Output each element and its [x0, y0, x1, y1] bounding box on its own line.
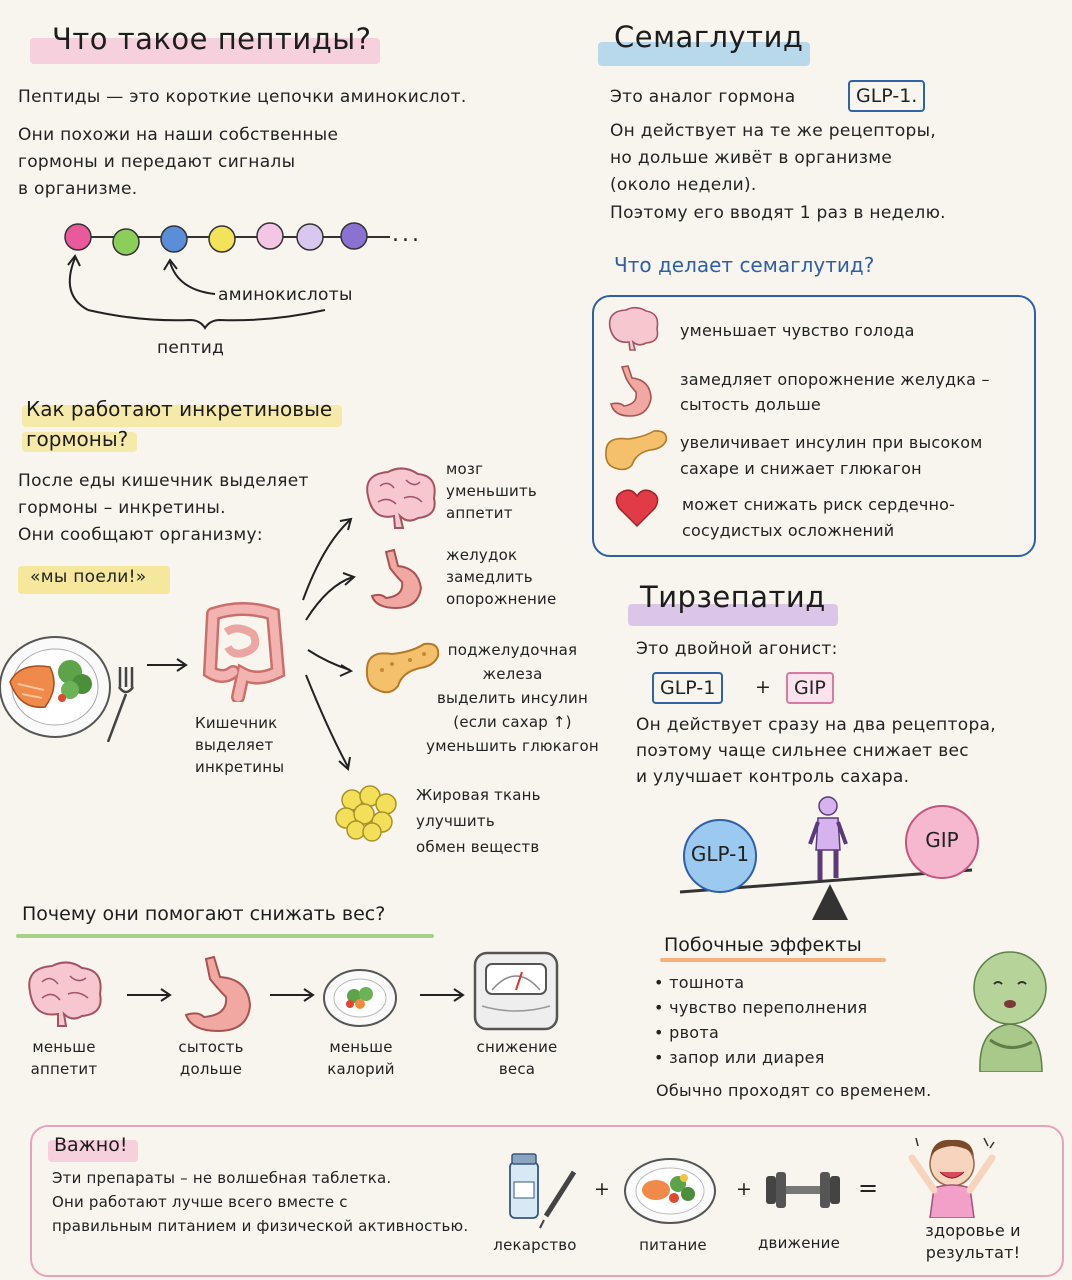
side-effects-note: Обычно проходят со временем. — [656, 1081, 932, 1100]
side-effect-item: • запор или диарея — [654, 1045, 867, 1070]
amino-acid-green — [113, 229, 139, 255]
glp1-tag: GLP-1. — [848, 80, 925, 112]
dumbbell-icon — [762, 1166, 844, 1214]
effect-heart: может снижать риск сердечно- сосудистых осложнений — [682, 495, 956, 540]
title-underline — [16, 934, 434, 938]
side-effect-item: • тошнота — [654, 970, 867, 995]
step-satiety-label: сытость дольше — [178, 1038, 244, 1078]
result-label: здоровье и результат! — [925, 1221, 1021, 1262]
incretins-title: Как работают инкретиновые гормоны? — [26, 397, 333, 451]
amino-acid-light-pink — [257, 223, 283, 249]
side-effect-item: • чувство переполнения — [654, 995, 867, 1020]
food-plate-icon — [622, 1156, 718, 1226]
arrow-icon — [268, 985, 316, 1005]
nauseous-person-icon — [960, 944, 1060, 1072]
important-title: Важно! — [54, 1134, 128, 1156]
brain-icon — [604, 306, 660, 352]
amino-acids-label: аминокислоты — [218, 285, 353, 305]
brain-icon — [358, 466, 440, 530]
arrow-icon — [418, 985, 466, 1005]
medicine-icon — [500, 1150, 582, 1232]
effect-stomach: замедляет опорожнение желудка – сытость дольше — [680, 370, 990, 414]
tirzepatide-description: Он действует сразу на два рецептора, поэтому чаще сильнее снижает вес и улучшает контроль сахара. — [636, 715, 996, 787]
semaglutide-analog-text: Это аналог гормона — [610, 87, 796, 107]
glp1-tag: GLP-1 — [652, 672, 723, 704]
medicine-label: лекарство — [493, 1236, 577, 1254]
arrow-icon — [125, 985, 173, 1005]
equals-sign: = — [858, 1174, 879, 1202]
peptide-label: пептид — [157, 338, 225, 358]
effect-insulin: увеличивает инсулин при высоком сахаре и снижает глюкагон — [680, 433, 983, 478]
step-appetite-label: меньше аппетит — [30, 1038, 98, 1078]
fan-arrows — [298, 515, 358, 775]
weight-loss-title: Почему они помогают снижать вес? — [22, 903, 386, 925]
happy-child-icon — [902, 1130, 1002, 1218]
tirzepatide-title: Тирзепатид — [640, 580, 826, 614]
semaglutide-title: Семаглутид — [614, 20, 804, 54]
plate-icon — [322, 968, 398, 1028]
target-pancreas-label: поджелудочная железа выделить инсулин (если сахар ↑) уменьшить глюкагон — [426, 641, 599, 755]
semaglutide-effects-title: Что делает семаглутид? — [614, 253, 875, 277]
peptides-description: Они похожи на наши собственные гормоны и передают сигналы в организме. — [18, 125, 339, 199]
side-effects-list — [654, 970, 867, 1070]
semaglutide-dosing: Поэтому его вводят 1 раз в неделю. — [610, 203, 946, 223]
amino-acid-pink — [65, 224, 91, 250]
person-icon — [810, 797, 846, 880]
exercise-label: движение — [757, 1234, 841, 1252]
target-stomach-label: желудок замедлить опорожнение — [446, 546, 557, 608]
plus-sign: + — [755, 676, 771, 698]
ball-gip-label: GIP — [925, 828, 959, 852]
side-effects-title: Побочные эффекты — [664, 934, 862, 956]
peptides-definition: Пептиды — это короткие цепочки аминокислот. — [18, 87, 467, 107]
stomach-icon — [180, 955, 255, 1035]
intestine-label: Кишечник выделяет инкретины — [195, 714, 285, 776]
meal-plate-icon — [0, 632, 140, 742]
gip-tag: GIP — [786, 672, 834, 704]
fat-cells-icon — [334, 782, 400, 842]
pancreas-icon — [602, 428, 670, 472]
heart-icon — [614, 488, 660, 528]
intestine-icon — [198, 602, 290, 702]
chain-ellipsis: ... — [392, 222, 422, 247]
amino-acid-lavender — [297, 224, 323, 250]
target-brain-label: мозг уменьшить аппетит — [446, 460, 537, 522]
effect-hunger: уменьшает чувство голода — [680, 321, 915, 340]
ball-glp1-label: GLP-1 — [690, 842, 750, 866]
important-text: Эти препараты – не волшебная таблетка. Они работают лучше всего вместе с правильным питанием и физической активностью. — [52, 1169, 469, 1235]
title-underline — [660, 958, 886, 962]
target-fat-label: Жировая ткань улучшить обмен веществ — [416, 786, 541, 856]
incretins-description: После еды кишечник выделяет гормоны – инкретины. Они сообщают организму: — [18, 471, 309, 545]
tirzepatide-agonist-text: Это двойной агонист: — [636, 639, 838, 659]
arrow-icon — [145, 655, 190, 675]
plus-sign: + — [594, 1178, 610, 1200]
scale-icon — [472, 950, 560, 1032]
step-weight-label: снижение веса — [476, 1038, 558, 1078]
amino-acid-yellow — [209, 226, 235, 252]
brain-icon — [20, 960, 110, 1030]
side-effect-item: • рвота — [654, 1020, 867, 1045]
amino-acid-violet — [341, 223, 367, 249]
plus-sign: + — [736, 1178, 752, 1200]
food-label: питание — [639, 1236, 707, 1254]
incretins-quote: «мы поели!» — [30, 567, 147, 587]
semaglutide-description: Он действует на те же рецепторы, но дольше живёт в организме (около недели). — [610, 121, 937, 195]
stomach-icon — [608, 364, 654, 420]
stomach-icon — [366, 548, 426, 612]
amino-acid-blue — [161, 226, 187, 252]
peptides-title: Что такое пептиды? — [52, 22, 372, 56]
step-calories-label: меньше калорий — [327, 1038, 395, 1078]
